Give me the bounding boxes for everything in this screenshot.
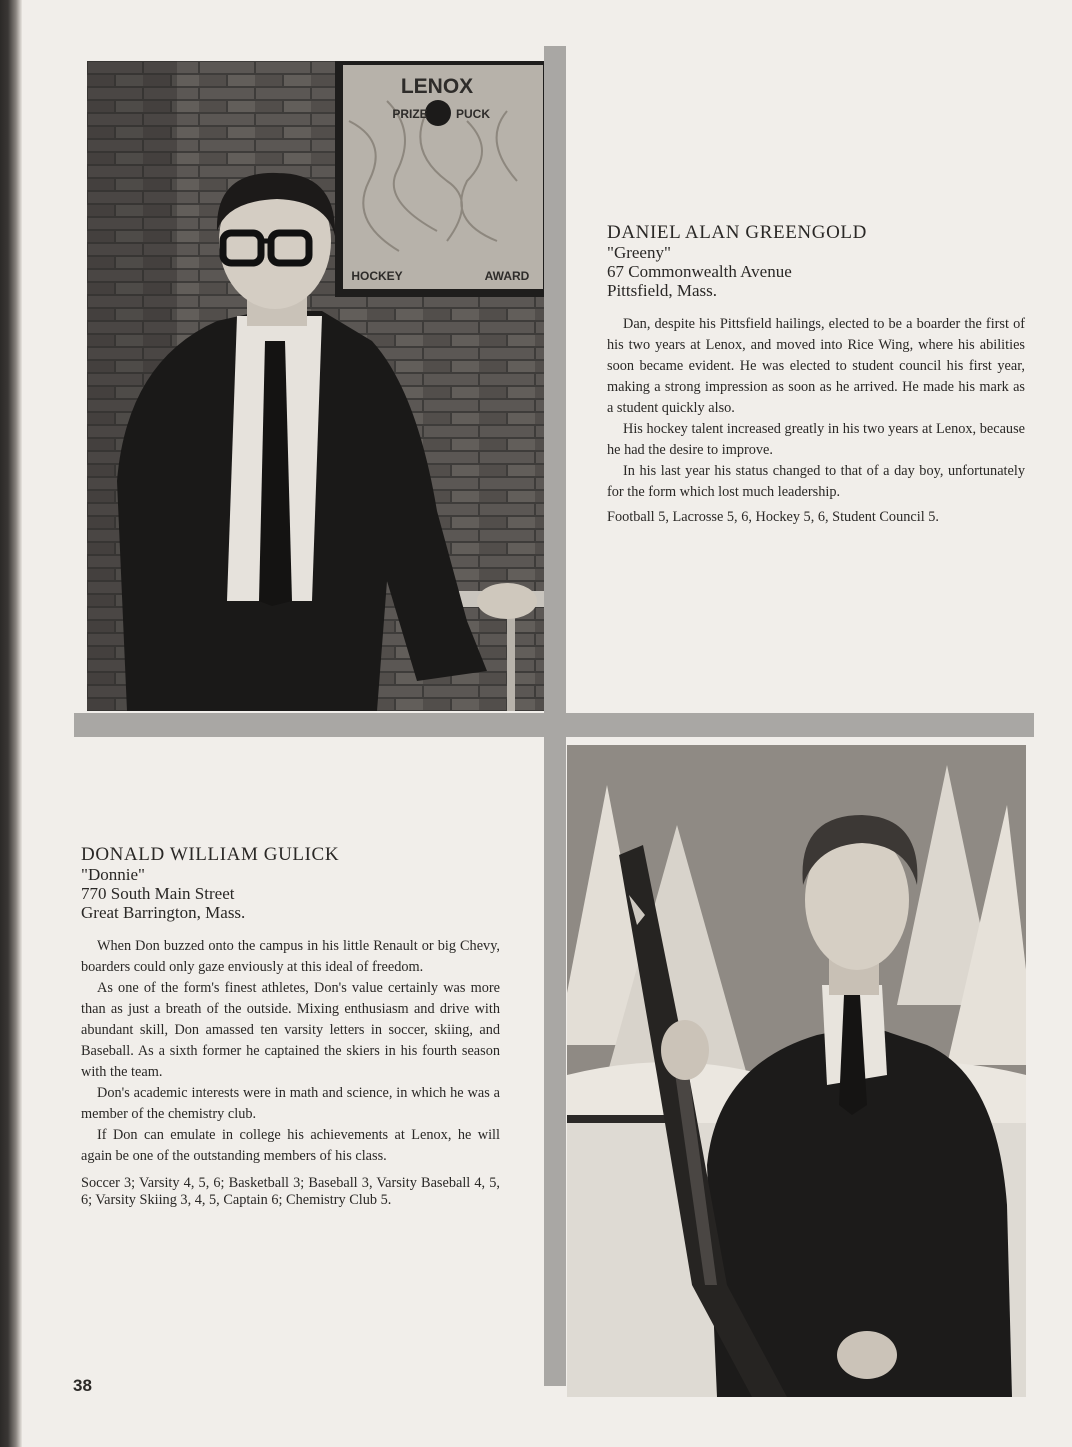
plaque-word-hockey: HOCKEY [351,269,403,283]
horizontal-divider-bar [74,713,1034,737]
senior-nickname: "Donnie" [81,865,145,884]
bio-paragraph: When Don buzzed onto the campus in his little Renault or big Chevy, boarders could only gaze enviously at this ideal of freedom. [81,938,500,975]
activities-list: Soccer 3; Varsity 4, 5, 6; Basketball 3; Baseball 3, Varsity Baseball 4, 5, 6; Varsity Skiing 3, 4, 5, Captain 6; Chemistry Club 5. [81,1175,500,1208]
plaque-title: LENOX [400,75,474,98]
biography-gulick [81,844,500,1209]
senior-nickname: "Greeny" [607,243,671,262]
senior-street: 770 South Main Street [81,884,235,903]
bio-paragraph: If Don can emulate in college his achievements at Lenox, he will again be one of the outstanding members of his class. [81,1127,500,1164]
senior-street: 67 Commonwealth Avenue [607,262,792,281]
book-binding-shadow [0,0,22,1447]
portrait-photo-gulick [567,745,1026,1397]
plaque-word-award: AWARD [484,269,530,283]
senior-city: Great Barrington, Mass. [81,903,246,922]
bio-paragraph: Don's academic interests were in math and science, in which he was a member of the chemistry club. [81,1085,500,1122]
activities-list: Football 5, Lacrosse 5, 6, Hockey 5, 6, Student Council 5. [607,509,939,525]
plaque-word-prize: PRIZE [392,107,428,121]
bio-paragraph: His hockey talent increased greatly in his two years at Lenox, because he had the desire to improve. [607,421,1025,458]
bio-paragraph: Dan, despite his Pittsfield hailings, elected to be a boarder the first of his two years at Lenox, and moved into Rice Wing, where his abilities soon became evident. He was elected to student council his first year, making a strong impression as soon as he arrived. He made his mark as a student quickly also. [607,316,1025,416]
senior-name: DANIEL ALAN GREENGOLD [607,222,867,243]
bio-paragraph: In his last year his status changed to that of a day boy, unfortunately for the form which lost much leadership. [607,463,1025,500]
bio-paragraph: As one of the form's finest athletes, Don's value certainly was more than as just a breath of the outside. Mixing enthusiasm and drive with abundant skill, Don amassed ten varsity letters in soccer, skiing, and Baseball. As a sixth former he captained the skiers in his fourth season with the team. [81,980,500,1080]
biography-greengold [607,222,1025,526]
page-number: 38 [73,1376,92,1395]
plaque-word-puck: PUCK [455,107,491,121]
portrait-photo-greengold [87,61,545,711]
senior-city: Pittsfield, Mass. [607,281,718,300]
senior-name: DONALD WILLIAM GULICK [81,844,340,865]
